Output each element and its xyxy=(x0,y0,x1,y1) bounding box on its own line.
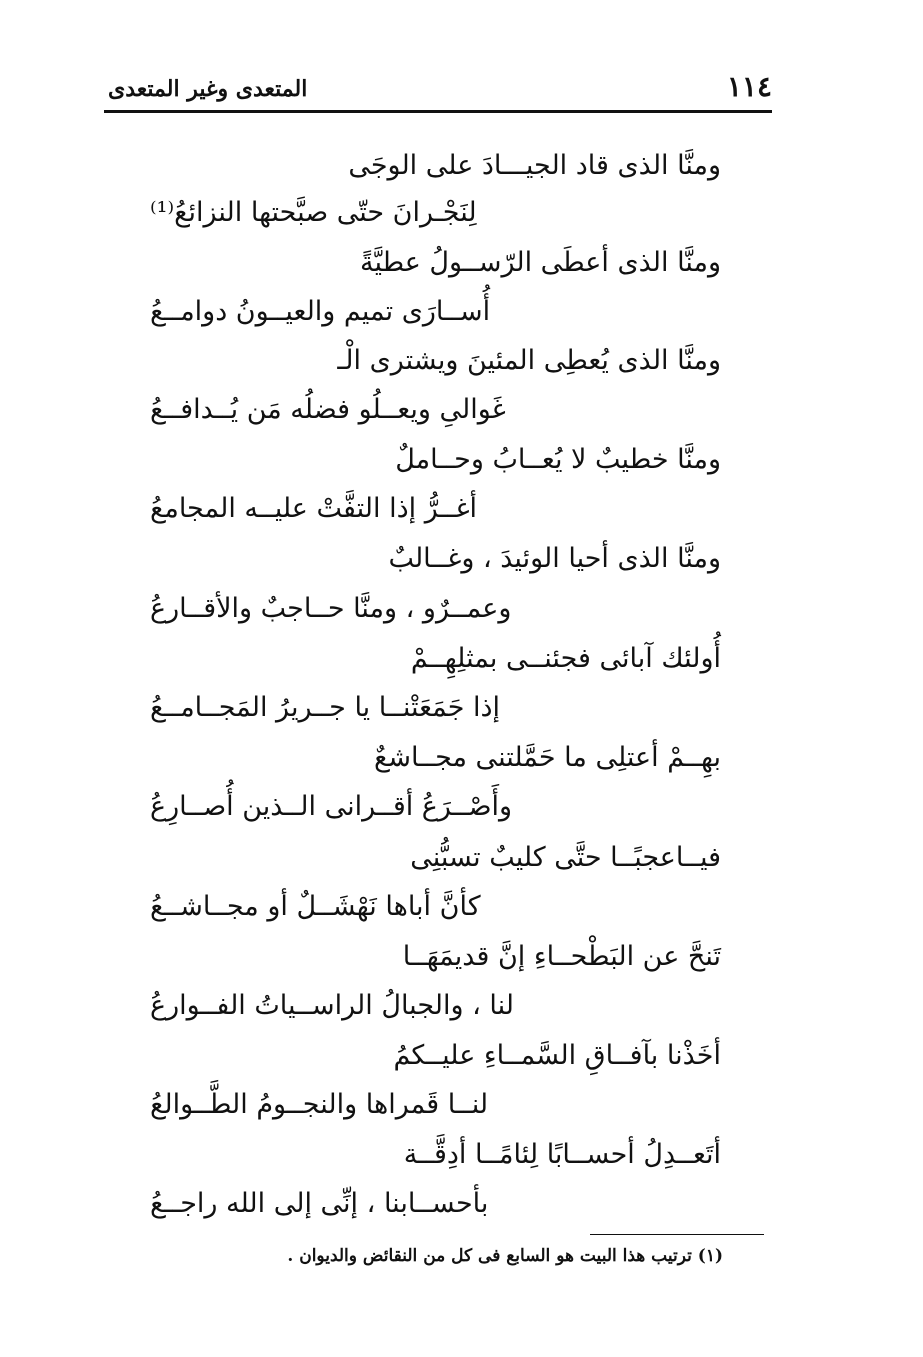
verse-line: لنــا قَمراها والنجــومُ الطَّــوالعُ xyxy=(150,1089,489,1120)
verse-line: ومنَّا الذى يُعطِى المئينَ ويشترى الْـ xyxy=(337,345,721,376)
verse-line: كأنَّ أباها نَهْشَــلٌ أو مجــاشــعُ xyxy=(150,891,481,922)
verse-line: وعمــرٌو ، ومنَّا حــاجبٌ والأقــارعُ xyxy=(150,593,512,624)
verse-line: أتَعــدِلُ أحســابًا لِئامًــا أدِقَّــة xyxy=(403,1139,721,1170)
footnote-rule xyxy=(590,1234,764,1235)
verse-line: إذا جَمَعَتْنــا يا جــريرُ المَجــامــعُ xyxy=(150,692,501,723)
verse-line: تَنحَّ عن البَطْحــاءِ إنَّ قديمَهَــا xyxy=(402,941,721,972)
verse-line: أُولئك آبائى فجئنــى بمثلِهِــمْ xyxy=(410,643,721,674)
verse-line: وأَصْــرَعُ أقــرانى الــذين أُصــارِعُ xyxy=(150,791,513,822)
verse-line: أخَذْنا بآفــاقِ السَّمــاءِ عليــكمُ xyxy=(393,1040,721,1071)
verse-line: غَوالىِ ويعــلُو فضلُه مَن يُــدافــعُ xyxy=(150,394,506,425)
footnote: (١) ترتيب هذا البيت هو السابع فى كل من النقائض والديوان . xyxy=(287,1246,723,1266)
verse-line: أُســارَى تميم والعيــونُ دوامــعُ xyxy=(150,296,491,327)
running-title: المتعدى وغير المتعدى xyxy=(108,76,308,102)
verse-line: ومنَّا خطيبٌ لا يُعــابُ وحــاملٌ xyxy=(395,444,721,475)
verse-line: أغــرُّ إذا التفَّتْ عليــه المجامعُ xyxy=(150,493,478,524)
verse-line: فيــاعجبًــا حتَّى كليبٌ تسبُّنِى xyxy=(410,842,721,873)
verse-line: بأحســابنا ، إنِّى إلى الله راجــعُ xyxy=(150,1188,489,1219)
verse-line: بهِــمْ أعتلِى ما حَمَّلتنى مجــاشعٌ xyxy=(374,742,721,773)
verse-line: ومنَّا الذى قاد الجيـــادَ على الوجَى xyxy=(348,150,721,181)
verse-line: لنا ، والجبالُ الراســياتُ الفــوارعُ xyxy=(150,990,514,1021)
verse-line: لِنَجْـرانَ حتّى صبَّحتها النزائعُ⁽¹⁾ xyxy=(150,197,477,228)
verse-line: ومنَّا الذى أعطَى الرّســولُ عطيَّةً xyxy=(359,247,721,278)
page-number: ١١٤ xyxy=(726,70,772,103)
verse-line: ومنَّا الذى أحيا الوئيدَ ، وغــالبٌ xyxy=(388,543,721,574)
